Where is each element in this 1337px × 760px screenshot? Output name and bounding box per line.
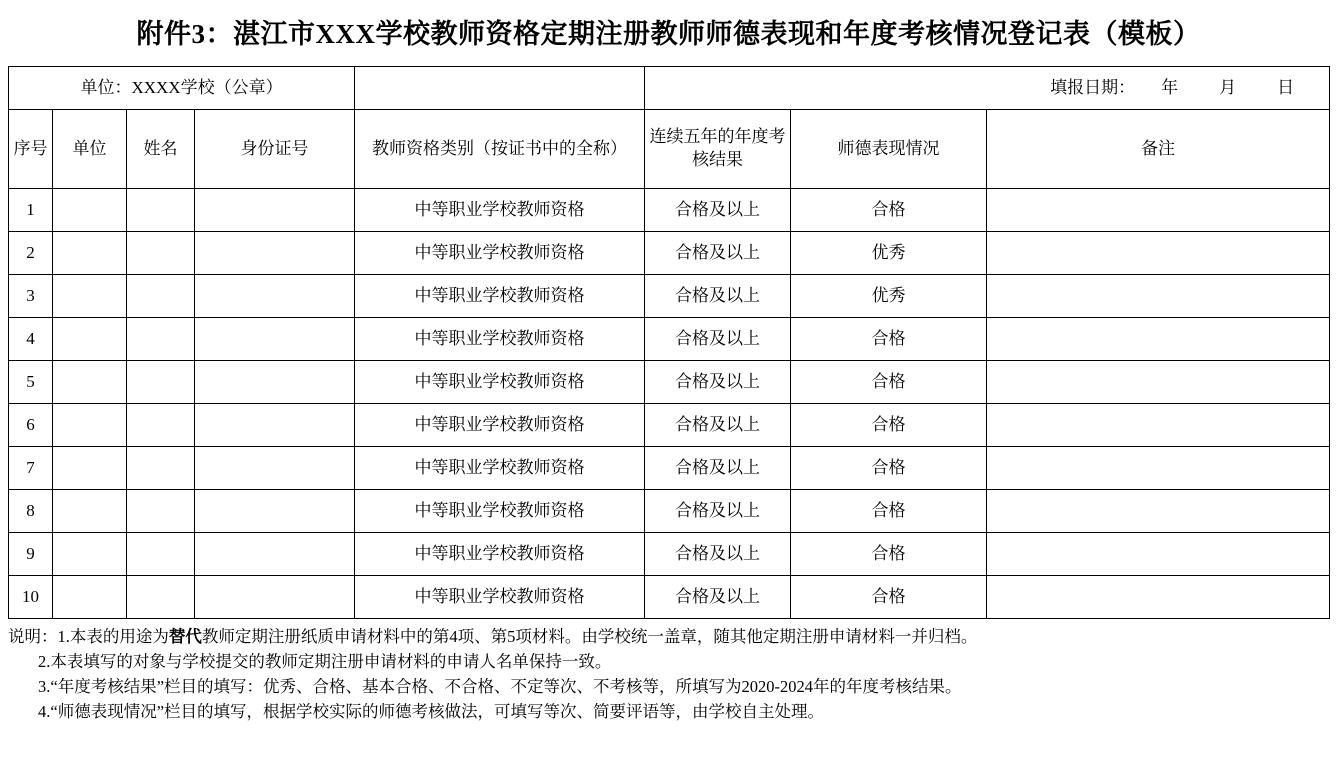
cell-id-number[interactable]	[195, 189, 355, 232]
column-header-name: 姓名	[127, 110, 195, 189]
cell-ethics[interactable]: 优秀	[791, 232, 987, 275]
cell-remark[interactable]	[987, 275, 1330, 318]
cell-remark[interactable]	[987, 576, 1330, 619]
column-header-id-number: 身份证号	[195, 110, 355, 189]
cell-remark[interactable]	[987, 361, 1330, 404]
cell-assessment[interactable]: 合格及以上	[645, 361, 791, 404]
cell-assessment[interactable]: 合格及以上	[645, 533, 791, 576]
fill-date-cell	[645, 67, 1330, 110]
cell-no: 10	[9, 576, 53, 619]
cell-cert-type[interactable]: 中等职业学校教师资格	[355, 232, 645, 275]
cell-assessment[interactable]: 合格及以上	[645, 318, 791, 361]
cell-no: 5	[9, 361, 53, 404]
cell-id-number[interactable]	[195, 447, 355, 490]
cell-cert-type[interactable]: 中等职业学校教师资格	[355, 447, 645, 490]
cell-cert-type[interactable]: 中等职业学校教师资格	[355, 275, 645, 318]
column-header-no: 序号	[9, 110, 53, 189]
cell-remark[interactable]	[987, 404, 1330, 447]
cell-cert-type[interactable]: 中等职业学校教师资格	[355, 533, 645, 576]
table-row	[9, 232, 1330, 275]
note-line-3: 3.“年度考核结果”栏目的填写：优秀、合格、基本合格、不合格、不定等次、不考核等，所填写为2020-2024年的年度考核结果。	[38, 676, 962, 696]
cell-assessment[interactable]: 合格及以上	[645, 404, 791, 447]
cell-name[interactable]	[127, 318, 195, 361]
page-title: 附件3：湛江市XXX学校教师资格定期注册教师师德表现和年度考核情况登记表（模板）	[136, 19, 1201, 49]
table-row	[9, 404, 1330, 447]
table-row	[9, 490, 1330, 533]
cell-unit[interactable]	[53, 361, 127, 404]
registration-table	[8, 66, 1330, 619]
cell-name[interactable]	[127, 533, 195, 576]
cell-id-number[interactable]	[195, 404, 355, 447]
cell-ethics[interactable]: 合格	[791, 576, 987, 619]
cell-id-number[interactable]	[195, 361, 355, 404]
table-row	[9, 447, 1330, 490]
cell-assessment[interactable]: 合格及以上	[645, 576, 791, 619]
cell-no: 9	[9, 533, 53, 576]
cell-assessment[interactable]: 合格及以上	[645, 275, 791, 318]
cell-name[interactable]	[127, 232, 195, 275]
cell-ethics[interactable]: 合格	[791, 404, 987, 447]
cell-cert-type[interactable]: 中等职业学校教师资格	[355, 490, 645, 533]
cell-id-number[interactable]	[195, 275, 355, 318]
cell-no: 8	[9, 490, 53, 533]
cell-unit[interactable]	[53, 318, 127, 361]
cell-no: 4	[9, 318, 53, 361]
cell-name[interactable]	[127, 576, 195, 619]
column-header-cert-type: 教师资格类别（按证书中的全称）	[355, 110, 645, 189]
cell-no: 1	[9, 189, 53, 232]
note-line-1	[8, 625, 1329, 650]
cell-id-number[interactable]	[195, 533, 355, 576]
table-header-row	[9, 110, 1330, 189]
column-header-unit: 单位	[53, 110, 127, 189]
cell-id-number[interactable]	[195, 576, 355, 619]
column-header-assessment: 连续五年的年度考核结果	[645, 110, 791, 189]
cell-remark[interactable]	[987, 533, 1330, 576]
cell-remark[interactable]	[987, 490, 1330, 533]
cell-assessment[interactable]: 合格及以上	[645, 490, 791, 533]
cell-name[interactable]	[127, 490, 195, 533]
cell-unit[interactable]	[53, 490, 127, 533]
cell-unit[interactable]	[53, 189, 127, 232]
cell-name[interactable]	[127, 189, 195, 232]
cell-ethics[interactable]: 合格	[791, 189, 987, 232]
note-1-prefix: 说明：1.本表的用途为	[8, 627, 169, 647]
cell-ethics[interactable]: 优秀	[791, 275, 987, 318]
fill-date-label: 填报日期：	[1050, 77, 1136, 97]
date-year: 年	[1161, 77, 1179, 97]
cell-name[interactable]	[127, 447, 195, 490]
note-line-4: 4.“师德表现情况”栏目的填写，根据学校实际的师德考核做法，可填写等次、简要评语等，由学校自主处理。	[38, 701, 825, 721]
cell-no: 6	[9, 404, 53, 447]
meta-row	[9, 67, 1330, 110]
column-header-ethics: 师德表现情况	[791, 110, 987, 189]
cell-ethics[interactable]: 合格	[791, 533, 987, 576]
date-day: 日	[1277, 77, 1295, 97]
note-line-2: 2.本表填写的对象与学校提交的教师定期注册申请材料的申请人名单保持一致。	[38, 652, 612, 672]
notes-section	[8, 625, 1329, 724]
cell-cert-type[interactable]: 中等职业学校教师资格	[355, 576, 645, 619]
cell-ethics[interactable]: 合格	[791, 361, 987, 404]
cell-unit[interactable]	[53, 576, 127, 619]
cell-unit[interactable]	[53, 404, 127, 447]
cell-cert-type[interactable]: 中等职业学校教师资格	[355, 361, 645, 404]
unit-label: 单位：XXXX学校（公章）	[9, 67, 355, 110]
cell-unit[interactable]	[53, 447, 127, 490]
cell-remark[interactable]	[987, 318, 1330, 361]
date-month: 月	[1219, 77, 1237, 97]
cell-no: 7	[9, 447, 53, 490]
cell-id-number[interactable]	[195, 232, 355, 275]
table-row	[9, 318, 1330, 361]
cell-remark[interactable]	[987, 189, 1330, 232]
cell-assessment[interactable]: 合格及以上	[645, 189, 791, 232]
cell-assessment[interactable]: 合格及以上	[645, 447, 791, 490]
cell-ethics[interactable]: 合格	[791, 490, 987, 533]
cell-name[interactable]	[127, 404, 195, 447]
cell-id-number[interactable]	[195, 318, 355, 361]
cell-unit[interactable]	[53, 232, 127, 275]
cell-no: 2	[9, 232, 53, 275]
cell-no: 3	[9, 275, 53, 318]
note-1-emphasis: 替代	[168, 627, 202, 647]
cell-unit[interactable]	[53, 533, 127, 576]
table-row	[9, 189, 1330, 232]
cell-ethics[interactable]: 合格	[791, 318, 987, 361]
cell-name[interactable]	[127, 275, 195, 318]
cell-remark[interactable]	[987, 232, 1330, 275]
cell-cert-type[interactable]: 中等职业学校教师资格	[355, 318, 645, 361]
cell-remark[interactable]	[987, 447, 1330, 490]
cell-ethics[interactable]: 合格	[791, 447, 987, 490]
cell-cert-type[interactable]: 中等职业学校教师资格	[355, 404, 645, 447]
note-1-suffix: 教师定期注册纸质申请材料中的第4项、第5项材料。由学校统一盖章，随其他定期注册申请材料一并归档。	[201, 627, 978, 647]
column-header-remark: 备注	[987, 110, 1330, 189]
cell-unit[interactable]	[53, 275, 127, 318]
table-row	[9, 275, 1330, 318]
table-row	[9, 533, 1330, 576]
table-row	[9, 576, 1330, 619]
table-row	[9, 361, 1330, 404]
cell-id-number[interactable]	[195, 490, 355, 533]
cell-cert-type[interactable]: 中等职业学校教师资格	[355, 189, 645, 232]
cell-assessment[interactable]: 合格及以上	[645, 232, 791, 275]
meta-blank-cell	[355, 67, 645, 110]
cell-name[interactable]	[127, 361, 195, 404]
